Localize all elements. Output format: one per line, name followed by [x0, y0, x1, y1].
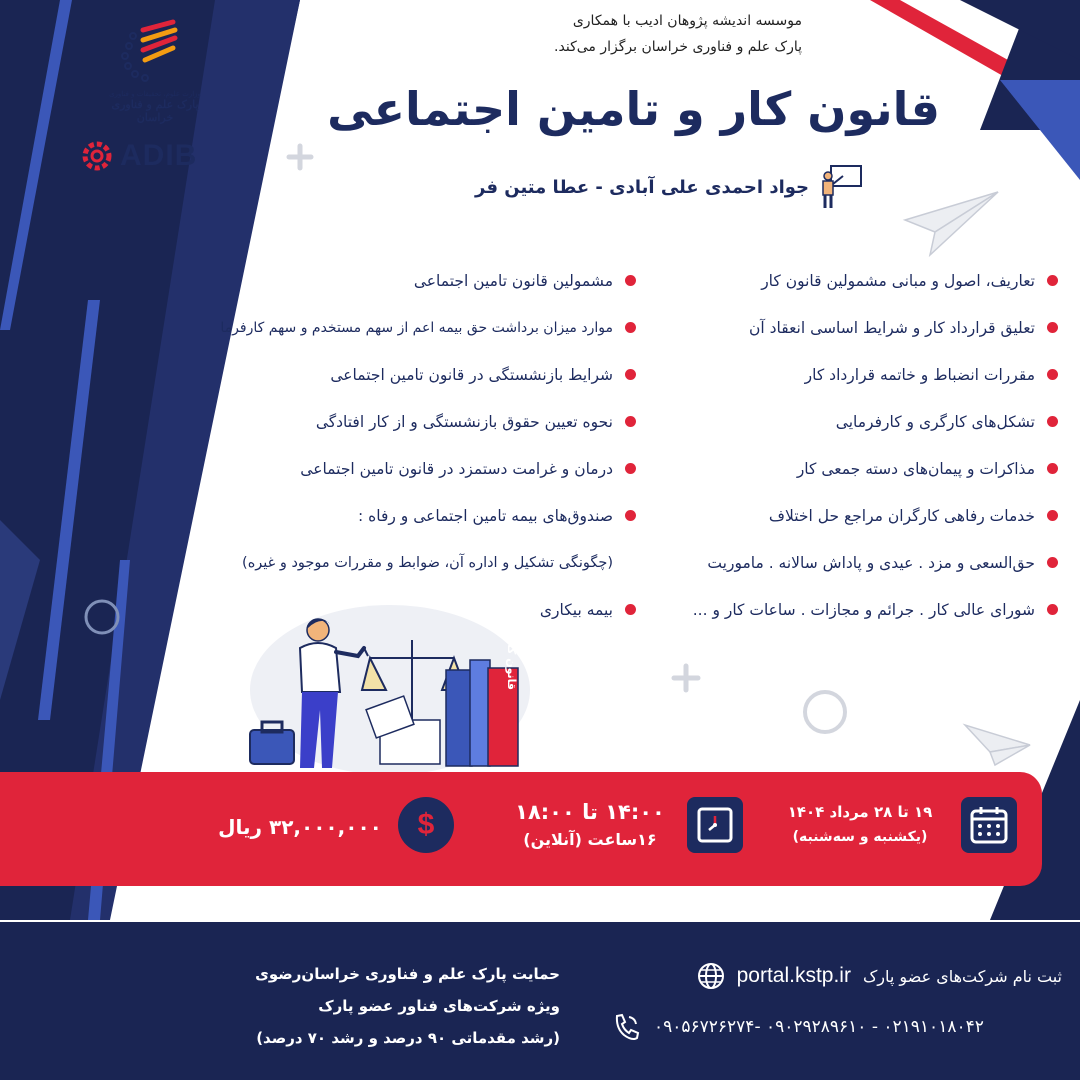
- support-line-3: (رشد مقدماتی ۹۰ درصد و رشد ۷۰ درصد): [256, 1029, 560, 1047]
- bullet-icon: [625, 416, 636, 427]
- gear-icon: [80, 139, 114, 173]
- bullet-icon: [625, 604, 636, 615]
- list-item: شرایط بازنشستگی در قانون تامین اجتماعی: [120, 351, 636, 398]
- list-item: تعلیق قرارداد کار و شرایط اساسی انعقاد آن: [640, 304, 1058, 351]
- bullet-icon: [625, 510, 636, 521]
- website-link[interactable]: portal.kstp.ir: [736, 964, 851, 987]
- list-item: خدمات رفاهی کارگران مراجع حل اختلاف: [640, 492, 1058, 539]
- adib-logo: [80, 138, 220, 174]
- org-intro: [440, 8, 802, 60]
- bullet-icon: [1047, 416, 1058, 427]
- calendar-icon: [961, 797, 1017, 853]
- days-line: (یکشنبه و سه‌شنبه): [792, 829, 928, 845]
- law-illustration: [240, 600, 540, 772]
- park-logo-text-2: پارک علم و فناوری خراسان: [111, 98, 199, 124]
- list-item: موارد میزان برداشت حق بیمه اعم از سهم مستخدم و سهم کارفرما: [120, 304, 636, 351]
- bullet-icon: [1047, 557, 1058, 568]
- bullet-icon: [625, 463, 636, 474]
- bullet-icon: [625, 322, 636, 333]
- park-logo-icon: [95, 16, 215, 86]
- bullet-icon: [1047, 510, 1058, 521]
- support-line-1: حمایت پارک علم و فناوری خراسان‌رضوی: [255, 965, 560, 983]
- adib-logo-text: ADIB: [120, 139, 198, 172]
- org-line-1: موسسه اندیشه پژوهان ادیب با همکاری: [572, 13, 802, 29]
- registration-label: ثبت نام شرکت‌های عضو پارک: [862, 966, 1062, 986]
- page-title: قانون کار و تامین اجتماعی: [327, 82, 940, 136]
- phone-numbers[interactable]: ۰۲۱۹۱۰۱۸۰۴۲ - ۰۹۰۲۹۲۸۹۶۱۰ -۰۹۰۵۶۷۲۶۲۷۴: [654, 1017, 984, 1037]
- org-line-2: پارک علم و فناوری خراسان برگزار می‌کند.: [554, 39, 802, 55]
- list-item: تعاریف، اصول و مبانی مشمولین قانون کار: [640, 257, 1058, 304]
- list-item: حق‌السعی و مزد . عیدی و پاداش سالانه . ماموریت: [640, 539, 1058, 586]
- list-item: تشکل‌های کارگری و کارفرمایی: [640, 398, 1058, 445]
- time-line: ۱۴:۰۰ تا ۱۸:۰۰: [515, 800, 665, 824]
- bullet-icon: [1047, 322, 1058, 333]
- topics-right-list: [640, 257, 1058, 633]
- presenters-row: [455, 162, 865, 212]
- date-line: ۱۹ تا ۲۸ مرداد ۱۴۰۴: [787, 803, 933, 821]
- bullet-icon: [1047, 275, 1058, 286]
- bullet-icon: [625, 369, 636, 380]
- list-item: (چگونگی تشکیل و اداره آن، ضوابط و مقررات موجود و غیره): [242, 554, 613, 571]
- list-item: مذاکرات و پیمان‌های دسته جمعی کار: [640, 445, 1058, 492]
- bullet-icon: [1047, 463, 1058, 474]
- bullet-icon: [625, 275, 636, 286]
- topics-left-list: [120, 257, 636, 633]
- park-logo: [95, 16, 215, 124]
- footer-phone-row: [612, 1012, 1062, 1042]
- bullet-icon: [1047, 369, 1058, 380]
- dollar-icon: $: [398, 797, 454, 853]
- clock-icon: [687, 797, 743, 853]
- list-item: شورای عالی کار . جرائم و مجازات . ساعات کار و ...: [640, 586, 1058, 633]
- list-item: صندوق‌های بیمه تامین اجتماعی و رفاه :: [120, 492, 636, 539]
- list-item: نحوه تعیین حقوق بازنشستگی و از کار افتادگی: [120, 398, 636, 445]
- footer-support: [225, 958, 560, 1054]
- list-item: مقررات انضباط و خاتمه قرارداد کار: [640, 351, 1058, 398]
- presenter-icon: [819, 162, 865, 212]
- list-item: مشمولین قانون تامین اجتماعی: [120, 257, 636, 304]
- book-label: قانون کار: [505, 637, 518, 690]
- park-logo-text-1: وزارت علوم، تحقیقات و فناوری: [109, 90, 201, 98]
- phone-icon: [612, 1012, 640, 1042]
- presenters-names: جواد احمدی علی آبادی - عطا متین فر: [475, 176, 809, 198]
- globe-icon: [697, 962, 725, 990]
- event-price: ۳۲,۰۰۰,۰۰۰ ریال: [218, 815, 382, 839]
- support-line-2: ویژه شرکت‌های فناور عضو پارک: [318, 997, 560, 1015]
- bullet-icon: [1047, 604, 1058, 615]
- footer-registration-row: [612, 962, 1062, 990]
- duration-line: ۱۶ساعت (آنلاین): [523, 830, 657, 849]
- list-item: درمان و غرامت دستمزد در قانون تامین اجتماعی: [120, 445, 636, 492]
- list-item: بیمه بیکاری: [120, 586, 636, 633]
- event-time: [505, 798, 675, 854]
- event-date: [770, 800, 950, 850]
